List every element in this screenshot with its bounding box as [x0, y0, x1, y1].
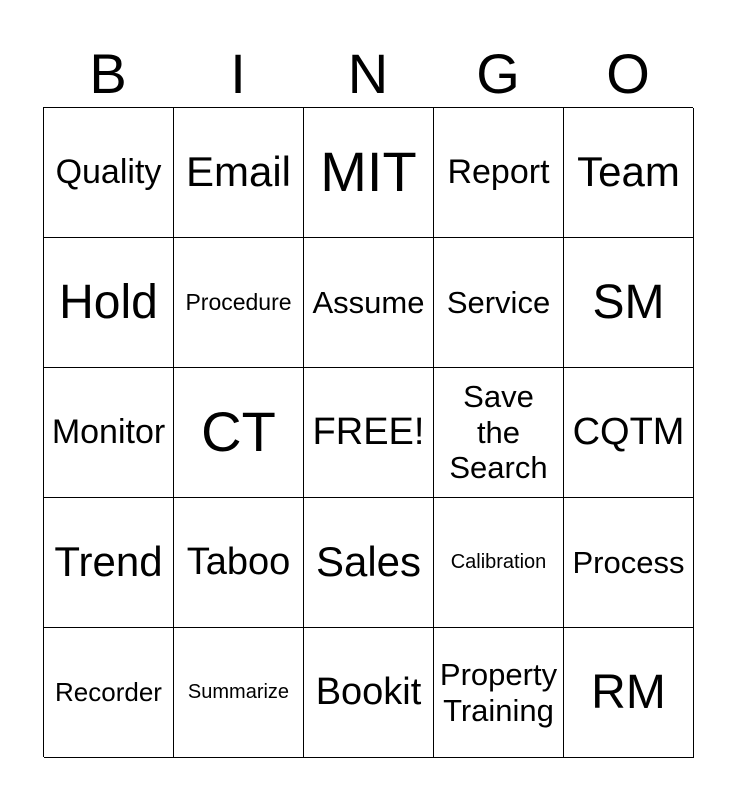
cell-text: Report [447, 152, 550, 191]
cell-text: Email [185, 148, 292, 196]
cell-text: Summarize [187, 681, 290, 703]
bingo-cell[interactable] [174, 498, 304, 628]
cell-text: SM [592, 275, 665, 329]
bingo-cell[interactable] [564, 238, 694, 368]
bingo-cell[interactable] [174, 238, 304, 368]
header-letter-n: N [347, 42, 389, 105]
cell-text: MIT [320, 140, 417, 204]
cell-text: Team [577, 148, 680, 196]
cell-text: Service [446, 284, 551, 320]
cell-text: Procedure [185, 289, 292, 316]
bingo-cell[interactable] [434, 628, 564, 758]
cell-text: Taboo [186, 540, 291, 583]
bingo-cell[interactable] [434, 368, 564, 498]
bingo-cell[interactable] [44, 108, 174, 238]
bingo-cell[interactable] [304, 498, 434, 628]
bingo-cell[interactable] [434, 108, 564, 238]
cell-text: Assume [312, 284, 425, 320]
cell-text: Sales [315, 538, 422, 586]
header-letter-i: I [230, 42, 246, 105]
bingo-cell[interactable] [44, 628, 174, 758]
cell-text: Property Training [439, 656, 558, 728]
bingo-cell[interactable] [564, 108, 694, 238]
cell-text: RM [591, 665, 666, 719]
bingo-header [43, 42, 693, 106]
bingo-cell[interactable] [434, 238, 564, 368]
cell-text: Hold [59, 275, 158, 329]
header-letter-o: O [606, 42, 650, 105]
bingo-cell[interactable] [44, 368, 174, 498]
bingo-cell[interactable] [304, 628, 434, 758]
bingo-cell[interactable] [434, 498, 564, 628]
free-space-label: FREE! [312, 410, 425, 453]
bingo-cell[interactable] [564, 628, 694, 758]
bingo-cell[interactable] [44, 238, 174, 368]
cell-text: Recorder [55, 676, 162, 707]
header-letter-g: G [476, 42, 520, 105]
cell-text: Calibration [450, 551, 547, 573]
bingo-cell[interactable] [174, 108, 304, 238]
bingo-board [43, 107, 693, 757]
bingo-cell[interactable] [564, 368, 694, 498]
cell-text: Monitor [51, 412, 166, 451]
bingo-cell[interactable] [564, 498, 694, 628]
bingo-cell[interactable] [304, 238, 434, 368]
bingo-cell[interactable] [44, 498, 174, 628]
cell-text: Bookit [315, 670, 422, 713]
bingo-cell[interactable] [174, 368, 304, 498]
cell-text: Process [572, 544, 685, 580]
cell-text: CT [201, 400, 276, 464]
header-letter-b: B [89, 42, 127, 105]
cell-text: CQTM [572, 410, 685, 453]
cell-text: Quality [55, 152, 162, 191]
cell-text: Trend [54, 538, 163, 586]
free-space-cell[interactable] [304, 368, 434, 498]
bingo-cell[interactable] [174, 628, 304, 758]
cell-text: Save the Search [449, 379, 548, 486]
bingo-cell[interactable] [304, 108, 434, 238]
